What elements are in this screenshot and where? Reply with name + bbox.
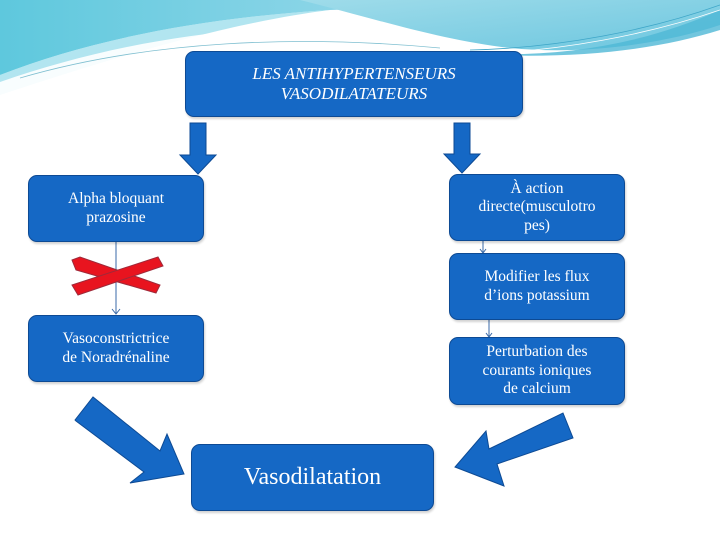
potassium-flux-box <box>449 253 625 320</box>
result-label: Vasodilatation <box>243 464 382 491</box>
title-line2: VASODILATATEURS <box>280 84 428 103</box>
vaso-line2: de Noradrénaline <box>62 348 170 366</box>
pert-line3: de calcium <box>503 380 571 398</box>
action-line3: pes) <box>524 216 550 234</box>
direct-action-box <box>449 174 625 241</box>
title-box <box>185 51 523 117</box>
alpha-line1: Alpha bloquant <box>68 189 164 207</box>
mod-line2: d’ions potassium <box>484 286 590 304</box>
title-line1: LES ANTIHYPERTENSEURS <box>252 63 456 83</box>
vasodilatation-box <box>191 444 434 511</box>
vasoconstrictor-box <box>28 315 204 382</box>
action-line1: À action <box>510 179 564 197</box>
pert-line1: Perturbation des <box>486 343 588 361</box>
action-line2: directe(musculotro <box>478 198 596 216</box>
calcium-current-box <box>449 337 625 405</box>
vaso-line1: Vasoconstrictrice <box>62 329 170 347</box>
alpha-line2: prazosine <box>86 208 146 226</box>
mod-line1: Modifier les flux <box>484 267 590 285</box>
pert-line2: courants ioniques <box>482 361 592 379</box>
alpha-blocker-box <box>28 175 204 242</box>
